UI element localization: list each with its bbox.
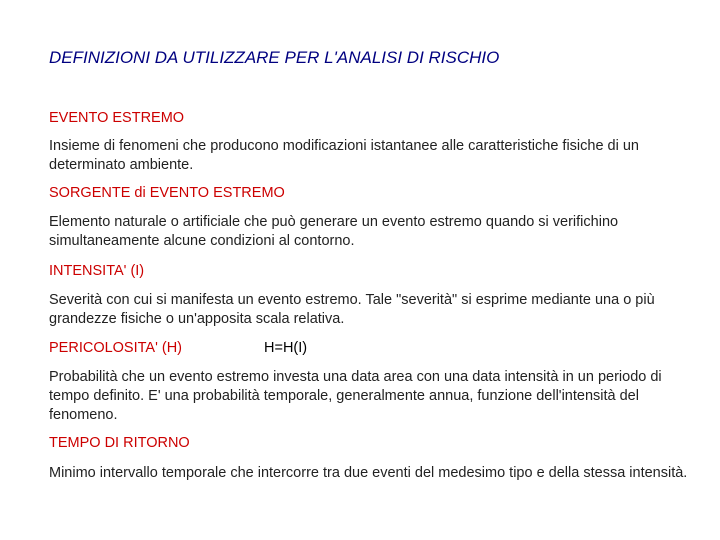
page-title: DEFINIZIONI DA UTILIZZARE PER L'ANALISI DI RISCHIO [49,48,500,67]
definition-term-label: EVENTO ESTREMO [49,110,185,126]
definition-description: Probabilità che un evento estremo investa una data area con una data intensità in un periodo di tempo definito. E' una probabilità temporale, generalmente annua, funzione dell'intensità del fenomeno. [49,369,662,423]
definition-term [49,184,689,203]
definition-description: Insieme di fenomeni che producono modificazioni istantanee alle caratteristiche fisiche di un determinato ambiente. [49,138,639,173]
definition-description: Severità con cui si manifesta un evento estremo. Tale "severità" si esprime mediante una o più grandezze fisiche o un'apposita scala relativa. [49,292,655,327]
definition-term-label: SORGENTE di EVENTO ESTREMO [49,185,285,201]
definition-term-label: PERICOLOSITA' (H) [49,340,183,356]
definition-term [49,434,689,453]
formula: H=H(I) [264,340,308,356]
definition-term [49,262,689,281]
definition-description: Minimo intervallo temporale che intercorre tra due eventi del medesimo tipo e della stessa intensità. [49,465,688,481]
definition-term-label: INTENSITA' (I) [49,263,145,279]
definition-term [49,109,689,128]
definition-term [49,339,689,358]
definition-description: Elemento naturale o artificiale che può generare un evento estremo quando si verifichino simultaneamente alcune condizioni al contorno. [49,214,619,249]
definition-term-label: TEMPO DI RITORNO [49,435,190,451]
